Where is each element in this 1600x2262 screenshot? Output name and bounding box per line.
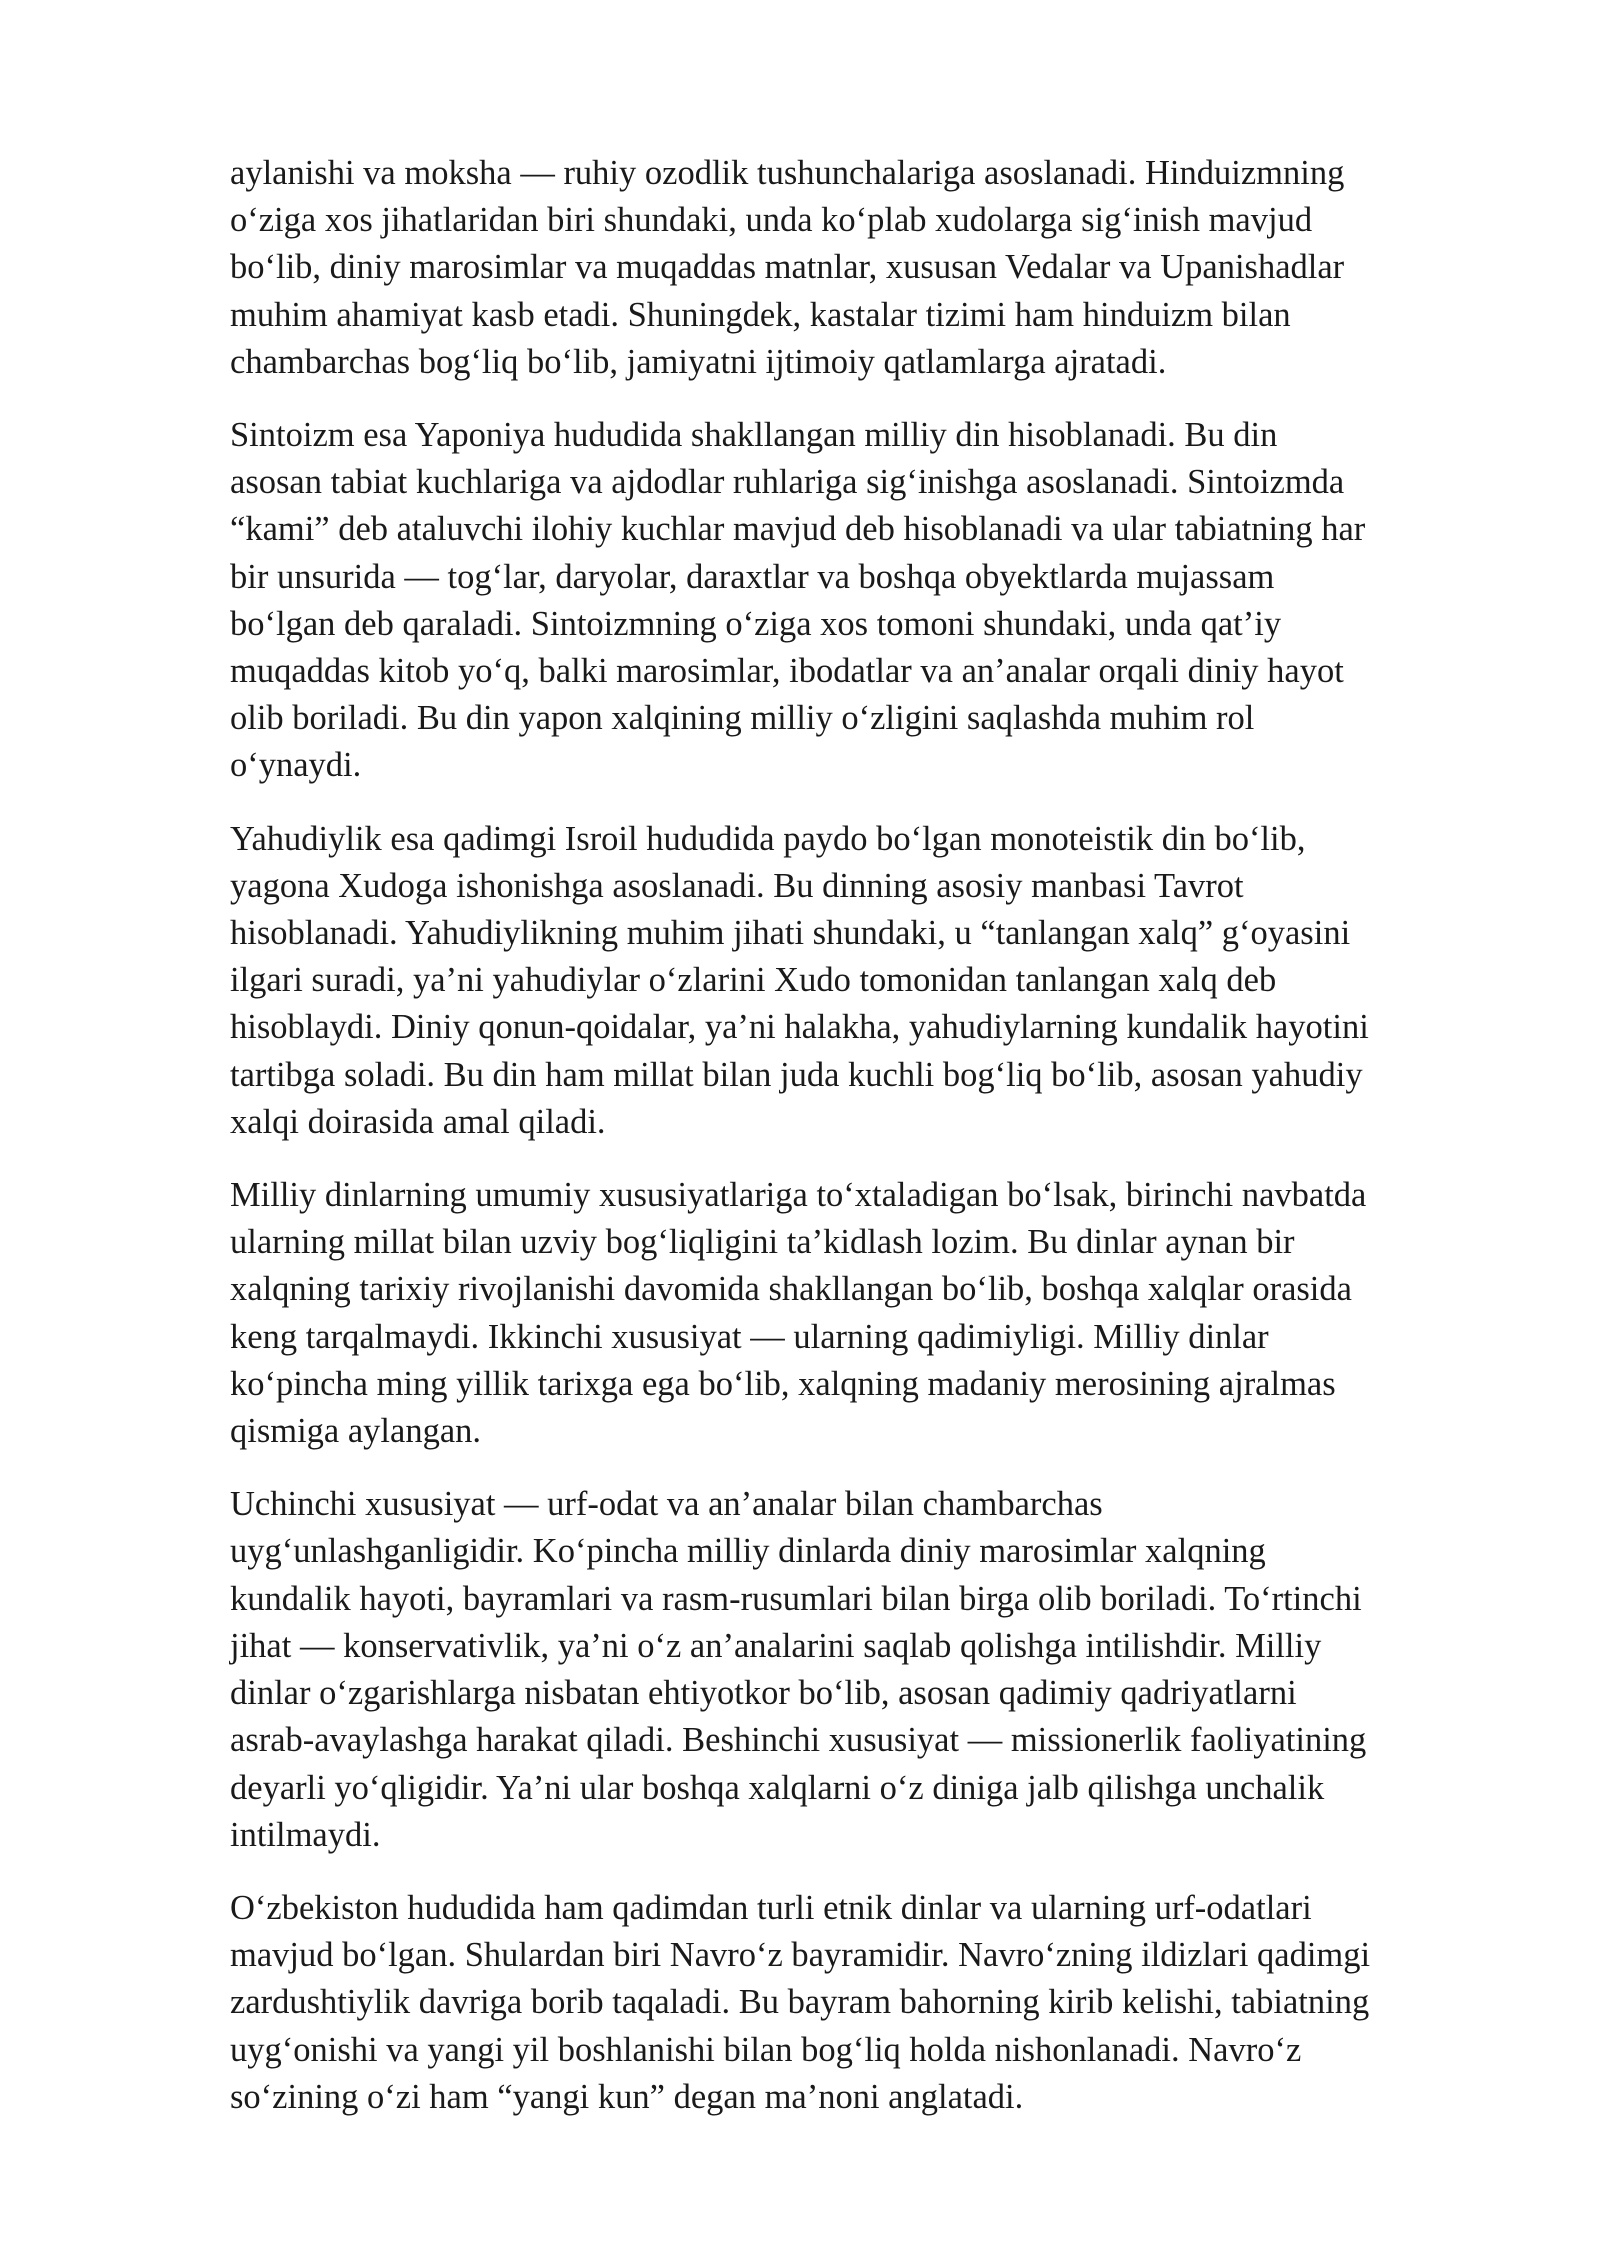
text-line: asrab-avaylashga harakat qiladi. Beshinchi xususiyat — missionerlik faoliyatining bbox=[230, 1721, 1367, 1760]
text-line: jihat — konservativlik, ya’ni o‘z an’analarini saqlab qolishga intilishdir. Milliy bbox=[230, 1626, 1322, 1665]
text-line: mavjud bo‘lgan. Shulardan biri Navro‘z bayramidir. Navro‘zning ildizlari qadimgi bbox=[230, 1936, 1371, 1975]
text-line: bo‘lgan deb qaraladi. Sintoizmning o‘ziga xos tomoni shundaki, unda qat’iy bbox=[230, 604, 1282, 643]
text-line: o‘ynaydi. bbox=[230, 746, 362, 785]
paragraph bbox=[230, 412, 1480, 790]
text-line: o‘ziga xos jihatlaridan biri shundaki, unda ko‘plab xudolarga sig‘inish mavjud bbox=[230, 201, 1313, 240]
paragraph bbox=[230, 1885, 1480, 2121]
text-line: hisoblaydi. Diniy qonun-qoidalar, ya’ni halakha, yahudiylarning kundalik hayotini bbox=[230, 1008, 1369, 1047]
text-line: chambarchas bog‘liq bo‘lib, jamiyatni ijtimoiy qatlamlarga ajratadi. bbox=[230, 342, 1167, 381]
text-line: keng tarqalmaydi. Ikkinchi xususiyat — ularning qadimiyligi. Milliy dinlar bbox=[230, 1317, 1269, 1356]
text-line: intilmaydi. bbox=[230, 1815, 381, 1854]
text-line: muqaddas kitob yo‘q, balki marosimlar, ibodatlar va an’analar orqali diniy hayot bbox=[230, 652, 1344, 691]
text-line: qismiga aylangan. bbox=[230, 1412, 482, 1451]
text-line: olib boriladi. Bu din yapon xalqining milliy o‘zligini saqlashda muhim rol bbox=[230, 699, 1255, 738]
text-line: bir unsurida — tog‘lar, daryolar, daraxtlar va boshqa obyektlarda mujassam bbox=[230, 557, 1275, 596]
text-line: ko‘pincha ming yillik tarixga ega bo‘lib, xalqning madaniy merosining ajralmas bbox=[230, 1364, 1336, 1403]
text-line: bo‘lib, diniy marosimlar va muqaddas matnlar, xususan Vedalar va Upanishadlar bbox=[230, 248, 1345, 287]
text-line: ularning millat bilan uzviy bog‘liqligini ta’kidlash lozim. Bu dinlar aynan bir bbox=[230, 1223, 1295, 1262]
text-line: asosan tabiat kuchlariga va ajdodlar ruhlariga sig‘inishga asoslanadi. Sintoizmda bbox=[230, 463, 1345, 502]
text-line: Milliy dinlarning umumiy xususiyatlariga to‘xtaladigan bo‘lsak, birinchi navbatda bbox=[230, 1176, 1367, 1215]
text-line: zardushtiylik davriga borib taqaladi. Bu bayram bahorning kirib kelishi, tabiatning bbox=[230, 1983, 1370, 2022]
text-line: uyg‘onishi va yangi yil boshlanishi bilan bog‘liq holda nishonlanadi. Navro‘z bbox=[230, 2030, 1302, 2069]
text-line: dinlar o‘zgarishlarga nisbatan ehtiyotkor bo‘lib, asosan qadimiy qadriyatlarni bbox=[230, 1674, 1297, 1713]
text-line: aylanishi va moksha — ruhiy ozodlik tushunchalariga asoslanadi. Hinduizmning bbox=[230, 154, 1345, 192]
text-line: muhim ahamiyat kasb etadi. Shuningdek, kastalar tizimi ham hinduizm bilan bbox=[230, 295, 1291, 334]
paragraph bbox=[230, 816, 1480, 1146]
text-line: Yahudiylik esa qadimgi Isroil hududida paydo bo‘lgan monoteistik din bo‘lib, bbox=[230, 819, 1306, 858]
text-line: O‘zbekiston hududida ham qadimdan turli etnik dinlar va ularning urf-odatlari bbox=[230, 1888, 1312, 1927]
text-line: ilgari suradi, ya’ni yahudiylar o‘zlarini Xudo tomonidan tanlangan xalq deb bbox=[230, 961, 1277, 1000]
text-line: tartibga soladi. Bu din ham millat bilan juda kuchli bog‘liq bo‘lib, asosan yahudiy bbox=[230, 1055, 1363, 1094]
paragraph bbox=[230, 150, 1480, 386]
text-line: Sintoizm esa Yaponiya hududida shakllangan milliy din hisoblanadi. Bu din bbox=[230, 416, 1278, 455]
text-line: xalqning tarixiy rivojlanishi davomida shakllangan bo‘lib, boshqa xalqlar orasida bbox=[230, 1270, 1352, 1309]
text-line: kundalik hayoti, bayramlari va rasm-rusumlari bilan birga olib boriladi. To‘rtinchi bbox=[230, 1579, 1362, 1618]
text-line: yagona Xudoga ishonishga asoslanadi. Bu dinning asosiy manbasi Tavrot bbox=[230, 866, 1244, 905]
text-line: “kami” deb ataluvchi ilohiy kuchlar mavjud deb hisoblanadi va ular tabiatning har bbox=[230, 510, 1366, 549]
document-body bbox=[230, 150, 1480, 2147]
paragraph bbox=[230, 1172, 1480, 1455]
text-line: xalqi doirasida amal qiladi. bbox=[230, 1102, 606, 1141]
text-line: uyg‘unlashganligidir. Ko‘pincha milliy dinlarda diniy marosimlar xalqning bbox=[230, 1532, 1266, 1571]
text-line: hisoblanadi. Yahudiylikning muhim jihati shundaki, u “tanlangan xalq” g‘oyasini bbox=[230, 914, 1351, 953]
text-line: so‘zining o‘zi ham “yangi kun” degan ma’noni anglatadi. bbox=[230, 2077, 1024, 2116]
text-line: deyarli yo‘qligidir. Ya’ni ular boshqa xalqlarni o‘z diniga jalb qilishga unchalik bbox=[230, 1768, 1325, 1807]
text-line: Uchinchi xususiyat — urf-odat va an’analar bilan chambarchas bbox=[230, 1485, 1103, 1524]
paragraph bbox=[230, 1481, 1480, 1859]
